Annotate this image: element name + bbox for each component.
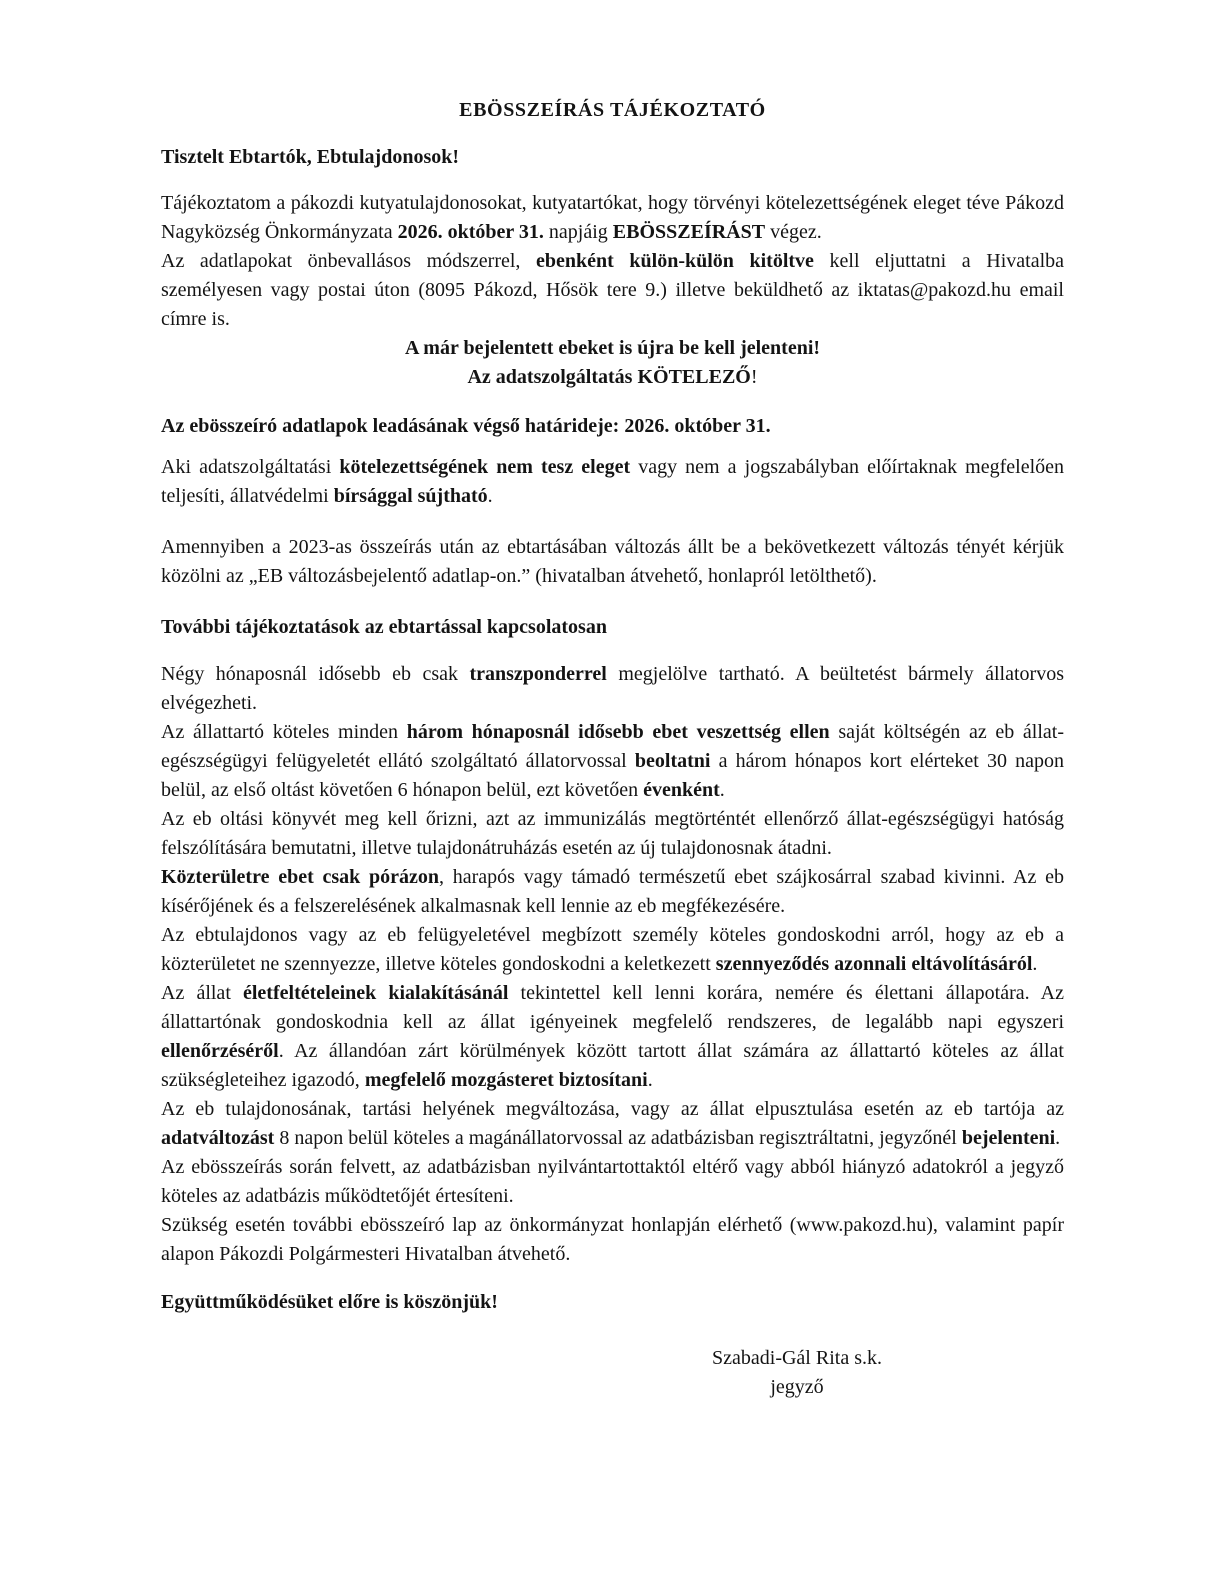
notice-line: A már bejelentett ebeket is újra be kell jelenteni!: [404, 337, 821, 359]
body-paragraph: Az állattartó köteles minden három hónaposnál idősebb ebet veszettség ellen saját költségén az eb állat-egészségügyi felügyeletét ellátó szolgáltató állatorvossal beoltatni a három hónapos kort elérteket 30 napon belül, az első oltást követően 6 hónapon belül, ezt követően évenként.: [161, 721, 1065, 801]
signature-role: jegyző: [770, 1376, 824, 1398]
change-paragraph: Amennyiben a 2023-as összeírás után az ebtartásában változás állt be a bekövetkezett változás tényét kérjük közölni az „EB változásbejelentő adatlap-on.” (hivatalban átvehető, honlapról letölthető).: [161, 536, 1064, 587]
body-paragraph: Az ebösszeírás során felvett, az adatbázisban nyilvántartottaktól eltérő vagy abból hiányzó adatokról a jegyző köteles az adatbázis működtetőjét értesíteni.: [161, 1156, 1064, 1207]
body-paragraph: Az ebtulajdonos vagy az eb felügyeletével megbízott személy köteles gondoskodni arról, hogy az eb a közterületet ne szennyezze, illetve köteles gondoskodni a keletkezett szennyeződés azonnali eltávolításáról.: [161, 924, 1064, 975]
document-title: EBÖSSZEÍRÁS TÁJÉKOZTATÓ: [459, 99, 766, 121]
signature-block: [647, 1344, 947, 1402]
body-paragraph: Az eb tulajdonosának, tartási helyének megváltozása, vagy az állat elpusztulása esetén az eb tartója az adatváltozást 8 napon belül köteles a magánállatorvossal az adatbázisban regisztráltatni, jegyzőnél bejelenteni.: [161, 1098, 1064, 1149]
salutation: Tisztelt Ebtartók, Ebtulajdonosok!: [161, 146, 460, 168]
body-paragraph: Szükség esetén további ebösszeíró lap az önkormányzat honlapján elérhető (www.pakozd.hu), valamint papír alapon Pákozdi Polgármesteri Hivatalban átvehető.: [161, 1214, 1064, 1265]
body-paragraph: Az állat életfeltételeinek kialakításánál tekintettel kell lenni korára, nemére és élettani állapotára. Az állattartónak gondoskodnia kell az állat igényeinek megfelelő rendszeres, de legalább napi egyszeri ellenőrzéséről. Az állandóan zárt körülmények között tartott állat számára az állattartó köteles az állat szükségleteihez igazodó, megfelelő mozgásteret biztosítani.: [161, 982, 1064, 1091]
notice-line: Az adatszolgáltatás KÖTELEZŐ!: [467, 366, 758, 388]
deadline-heading: Az ebösszeíró adatlapok leadásának végső határideje: 2026. október 31.: [161, 415, 771, 437]
body-paragraph: Négy hónaposnál idősebb eb csak transzponderrel megjelölve tartható. A beültetést bármely állatorvos elvégezheti.: [161, 663, 1064, 714]
intro-paragraph: Tájékoztatom a pákozdi kutyatulajdonosokat, kutyatartókat, hogy törvényi kötelezettségének eleget téve Pákozd Nagyközség Önkormányzata 2026. október 31. napjáig EBÖSSZEÍRÁST végez.: [161, 192, 1064, 243]
closing-line: Együttműködésüket előre is köszönjük!: [161, 1291, 498, 1313]
penalty-paragraph: Aki adatszolgáltatási kötelezettségének nem tesz eleget vagy nem a jogszabályban előírtaknak megfelelően teljesíti, állatvédelmi bírsággal sújtható.: [161, 456, 1065, 507]
further-info-heading: További tájékoztatások az ebtartással kapcsolatosan: [161, 616, 607, 638]
body-paragraph: Közterületre ebet csak pórázon, harapós vagy támadó természetű ebet szájkosárral szabad kivinni. Az eb kísérőjének és a felszerelésének alkalmasnak kell lennie az eb megfékezésére.: [161, 866, 1065, 917]
body-paragraph: Az eb oltási könyvét meg kell őrizni, azt az immunizálás megtörténtét ellenőrző állat-egészségügyi hatóság felszólítására bemutatni, illetve tulajdonátruházás esetén az új tulajdonosnak átadni.: [161, 808, 1064, 859]
intro-paragraph: Az adatlapokat önbevallásos módszerrel, ebenként külön-külön kitöltve kell eljuttatni a Hivatalba személyesen vagy postai úton (8095 Pákozd, Hősök tere 9.) illetve beküldhető az iktatas@pakozd.hu email címre is.: [161, 250, 1064, 330]
signature-name: Szabadi-Gál Rita s.k.: [712, 1347, 882, 1369]
